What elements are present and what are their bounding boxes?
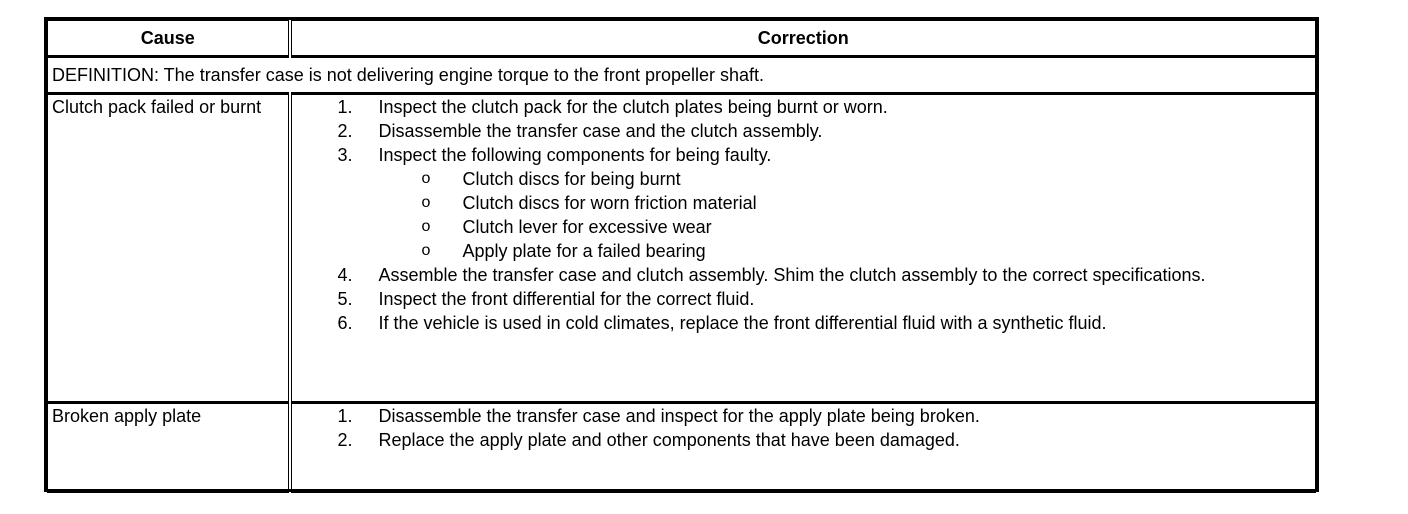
step-text: If the vehicle is used in cold climates, replace the front differential fluid with a synthetic fluid.	[378, 313, 1107, 333]
correction-cell	[290, 403, 1316, 493]
step-text: Disassemble the transfer case and inspect for the apply plate being broken.	[378, 406, 980, 426]
sub-text: Clutch discs for being burnt	[462, 169, 681, 189]
table-row	[48, 94, 1316, 403]
step-text: Inspect the following components for being faulty.	[378, 145, 772, 165]
bullet-icon: o	[421, 194, 431, 211]
bullet-icon: o	[421, 218, 431, 235]
definition-text: DEFINITION: The transfer case is not delivering engine torque to the front propeller shaft.	[48, 57, 1316, 94]
step-number: 3.	[337, 145, 353, 165]
step-number: 5.	[337, 289, 353, 309]
step-text: Inspect the front differential for the correct fluid.	[378, 289, 755, 309]
correction-steps	[292, 404, 1316, 452]
step-item	[338, 428, 1316, 452]
definition-row	[48, 57, 1316, 94]
sub-text: Clutch lever for excessive wear	[462, 217, 712, 237]
table-row	[48, 403, 1316, 493]
step-number: 4.	[337, 265, 353, 285]
step-item	[338, 95, 1316, 119]
sub-item	[422, 167, 1316, 191]
step-number: 1.	[337, 406, 353, 426]
step-number: 2.	[337, 121, 353, 141]
cause-cell: Clutch pack failed or burnt	[48, 94, 290, 403]
correction-steps	[292, 95, 1316, 335]
step-text: Assemble the transfer case and clutch assembly. Shim the clutch assembly to the correct specifications.	[378, 265, 1206, 285]
correction-header: Correction	[290, 21, 1316, 57]
sub-item	[422, 215, 1316, 239]
step-item	[338, 287, 1316, 311]
correction-cell	[290, 94, 1316, 403]
step-item	[338, 404, 1316, 428]
sub-list	[379, 167, 1316, 263]
cause-cell: Broken apply plate	[48, 403, 290, 493]
bullet-icon: o	[421, 242, 431, 259]
sub-item	[422, 191, 1316, 215]
step-text: Replace the apply plate and other components that have been damaged.	[378, 430, 960, 450]
bullet-icon: o	[421, 170, 431, 187]
step-item	[338, 143, 1316, 263]
diagnostic-table-grid	[47, 20, 1316, 493]
step-text: Disassemble the transfer case and the clutch assembly.	[378, 121, 823, 141]
header-row	[48, 21, 1316, 57]
step-item	[338, 263, 1316, 287]
step-number: 6.	[337, 313, 353, 333]
diagnostic-table	[44, 17, 1319, 492]
step-number: 1.	[337, 97, 353, 117]
step-item	[338, 311, 1316, 335]
cause-header: Cause	[48, 21, 290, 57]
step-number: 2.	[337, 430, 353, 450]
sub-text: Apply plate for a failed bearing	[462, 241, 706, 261]
sub-item	[422, 239, 1316, 263]
step-item	[338, 119, 1316, 143]
sub-text: Clutch discs for worn friction material	[462, 193, 757, 213]
step-text: Inspect the clutch pack for the clutch plates being burnt or worn.	[378, 97, 888, 117]
